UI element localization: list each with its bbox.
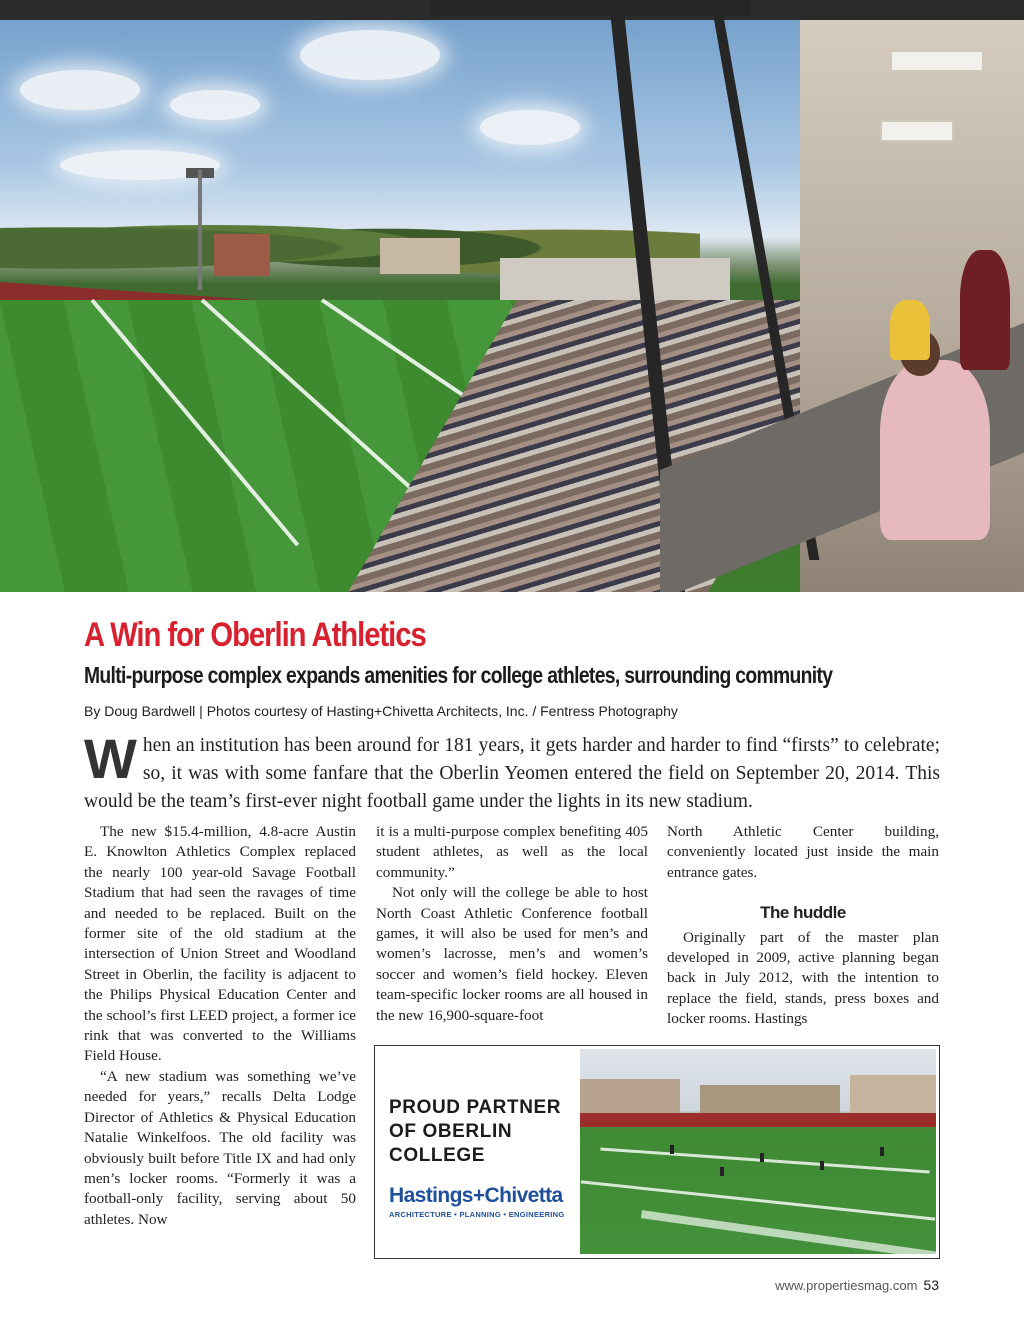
article-lede: [84, 727, 940, 816]
section-heading: The huddle: [760, 903, 846, 923]
ad-tagline: ARCHITECTURE • PLANNING • ENGINEERING: [389, 1210, 565, 1219]
article-column-3: [667, 822, 939, 1030]
hero-photo: [0, 0, 1024, 592]
paragraph: The new $15.4-million, 4.8-acre Austin E. Knowlton Athletics Complex replaced the nearly 100 year-old Savage Football Stadium that had seen the ravages of time and needed to be replaced. Built on the former site of the old stadium at the intersection of Union Street and Woodland Street in Oberlin, the facility is adjacent to the Philips Physical Education Center and the school’s first LEED project, a former ice rink that was converted to the Williams Field House.: [84, 823, 356, 1065]
article-byline: By Doug Bardwell | Photos courtesy of Hasting+Chivetta Architects, Inc. / Fentress Photography: [84, 703, 678, 719]
article-headline: A Win for Oberlin Athletics: [84, 616, 426, 654]
paragraph: Originally part of the master plan developed in 2009, active planning began back in July 2012, with the intention to replace the field, stands, press boxes and locker rooms. Hastings: [667, 928, 939, 1028]
article-column-1: [84, 822, 356, 1230]
paragraph: it is a multi-purpose complex benefiting 405 student athletes, as well as the local community.”: [376, 823, 648, 881]
paragraph: “A new stadium was something we’ve needed for years,” recalls Delta Lodge Director of Athletics & Physical Education Natalie Winkelfoos. The old facility was obviously built before Title IX and had only men’s locker rooms. “Formerly it was a football-only facility, serving about 50 athletes. Now: [84, 1067, 356, 1228]
ad-brand-logo: Hastings+Chivetta: [389, 1184, 563, 1207]
paragraph: North Athletic Center building, conveniently located just inside the main entrance gates.: [667, 823, 939, 881]
drop-cap: W: [84, 727, 137, 790]
ad-stadium-photo: [580, 1049, 936, 1254]
lede-text: hen an institution has been around for 181 years, it gets harder and harder to find “firsts” to celebrate; so, it was with some fanfare that the Oberlin Yeomen entered the field on September 20, 2014. This would be the team’s first-ever night football game under the lights in its new stadium.: [84, 735, 940, 812]
footer-url: www.propertiesmag.com: [775, 1278, 918, 1293]
ad-title: PROUD PARTNER OF OBERLIN COLLEGE: [389, 1097, 562, 1166]
page-number: 53: [923, 1277, 939, 1293]
page-folio: [775, 1277, 939, 1293]
partner-advertisement: [374, 1045, 940, 1259]
article-subhead: Multi-purpose complex expands amenities for college athletes, surrounding community: [84, 662, 833, 688]
article-column-2: [376, 822, 648, 1026]
paragraph: Not only will the college be able to host North Coast Athletic Conference football games, it will also be used for men’s and women’s lacrosse, men’s and women’s soccer and women’s field hockey. Eleven team-specific locker rooms are all housed in the new 16,900-square-foot: [376, 884, 648, 1024]
